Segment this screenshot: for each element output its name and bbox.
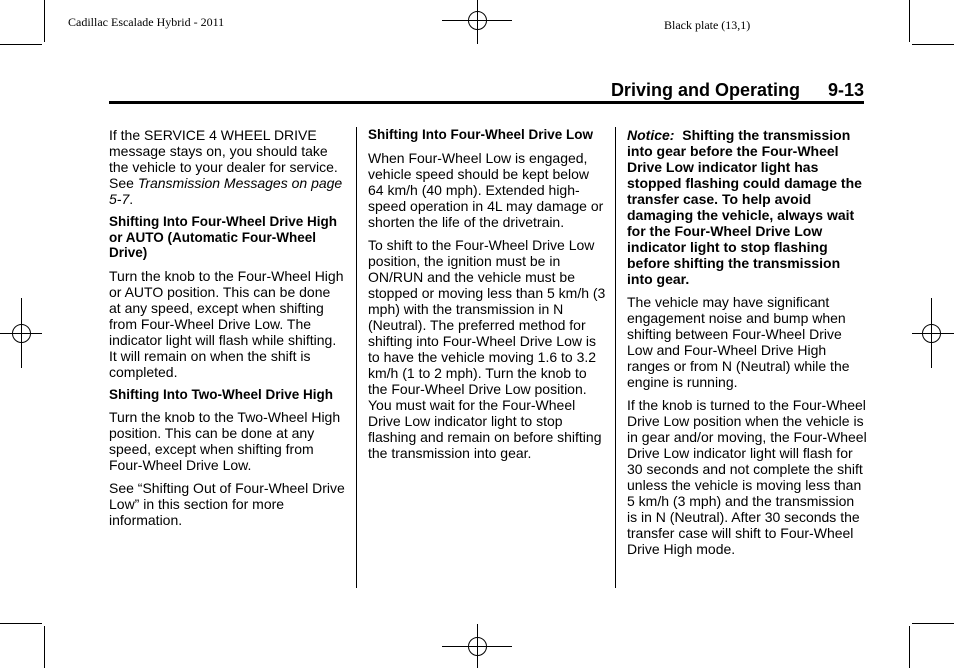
column-1 (109, 127, 345, 535)
subheading-4wd-high-auto: Shifting Into Four-Wheel Drive High or AUTO (Automatic Four-Wheel Drive) (109, 214, 337, 260)
crop-mark-top-left-h (0, 44, 42, 45)
paragraph-end: . (129, 191, 134, 207)
crop-mark-top-right-h (912, 44, 954, 45)
column-divider-1 (356, 127, 357, 588)
section-title: Driving and Operating (610, 80, 800, 100)
header-rule (109, 101, 864, 104)
subheading-2wd-high: Shifting Into Two-Wheel Drive High (109, 386, 333, 402)
notice-label: Notice: (627, 127, 675, 143)
cross-reference: Transmission Messages on page 5-7 (109, 175, 343, 207)
paragraph-2wd-high: Turn the knob to the Two-Wheel High position. This can be done at any speed, except when shifting from Four-Wheel Drive Low. (109, 409, 341, 473)
registration-right-circle (922, 324, 941, 343)
column-3 (627, 127, 867, 564)
paragraph-engagement-noise: The vehicle may have significant engagement noise and bump when shifting between Four-Wheel Drive Low and Four-Wheel Drive High ranges or from N (Neutral) while the engine is running. (627, 294, 850, 390)
header-vehicle-name: Cadillac Escalade Hybrid - 2011 (68, 15, 225, 29)
registration-bottom-circle (468, 637, 487, 656)
paragraph-text: If the SERVICE 4 WHEEL DRIVE message stays on, you should take the vehicle to your dealer for service. See (109, 127, 338, 191)
header-plate-info: Black plate (13,1) (664, 18, 751, 32)
column-divider-2 (615, 127, 616, 588)
crop-mark-bottom-left-v (44, 626, 45, 668)
crop-mark-top-right-v (909, 0, 910, 42)
notice-block (627, 127, 867, 287)
subheading-4wd-low: Shifting Into Four-Wheel Drive Low (368, 127, 593, 142)
section-header (611, 80, 864, 101)
paragraph-4wd-high-auto: Turn the knob to the Four-Wheel High or AUTO position. This can be done at any speed, except when shifting from Four-Wheel Drive Low. The indicator light will flash while shifting. It will remain on when the shift is completed. (109, 267, 344, 380)
notice-text: Shifting the transmission into gear before the Four-Wheel Drive Low indicator light has stopped flashing could damage the transfer case. To help avoid damaging the vehicle, always wait for the Four-Wheel Drive Low indicator light to stop flashing before shifting the transmission into gear. (627, 127, 862, 287)
crop-mark-bottom-right-v (909, 626, 910, 668)
paragraph-4wd-low-speed: When Four-Wheel Low is engaged, vehicle speed should be kept below 64 km/h (40 mph). Extended high-speed operation in 4L may damage or shorten the life of the drivetrain. (368, 149, 604, 230)
crop-mark-top-left-v (44, 0, 45, 42)
paragraph-4wd-low-procedure: To shift to the Four-Wheel Drive Low position, the ignition must be in ON/RUN and the vehicle must be stopped or moving less than 5 km/h (3 mph) with the transmission in N (Neutral). The preferred method for shifting into Four-Wheel Drive Low is to have the vehicle moving 1.6 to 3.2 km/h (1 to 2 mph). Turn the knob to the Four-Wheel Drive Low position. You must wait for the Four-Wheel Drive Low indicator light to stop flashing and remain on before shifting the transmission into gear. (368, 236, 606, 461)
column-2 (368, 127, 608, 468)
paragraph-service-message (109, 127, 345, 207)
crop-mark-bottom-right-h (912, 623, 954, 624)
paragraph-see-also: See “Shifting Out of Four-Wheel Drive Low” in this section for more information. (109, 480, 345, 528)
registration-top-circle (468, 11, 487, 30)
paragraph-knob-turned: If the knob is turned to the Four-Wheel Drive Low position when the vehicle is in gear and/or moving, the Four-Wheel Drive Low indicator light will flash for 30 seconds and not complete the shift unless the vehicle is moving less than 5 km/h (3 mph) and the transmission is in N (Neutral). After 30 seconds the transfer case will shift to Four-Wheel Drive High mode. (627, 397, 867, 557)
crop-mark-bottom-left-h (0, 623, 42, 624)
page-number: 9-13 (827, 80, 864, 100)
registration-left-circle (12, 324, 31, 343)
